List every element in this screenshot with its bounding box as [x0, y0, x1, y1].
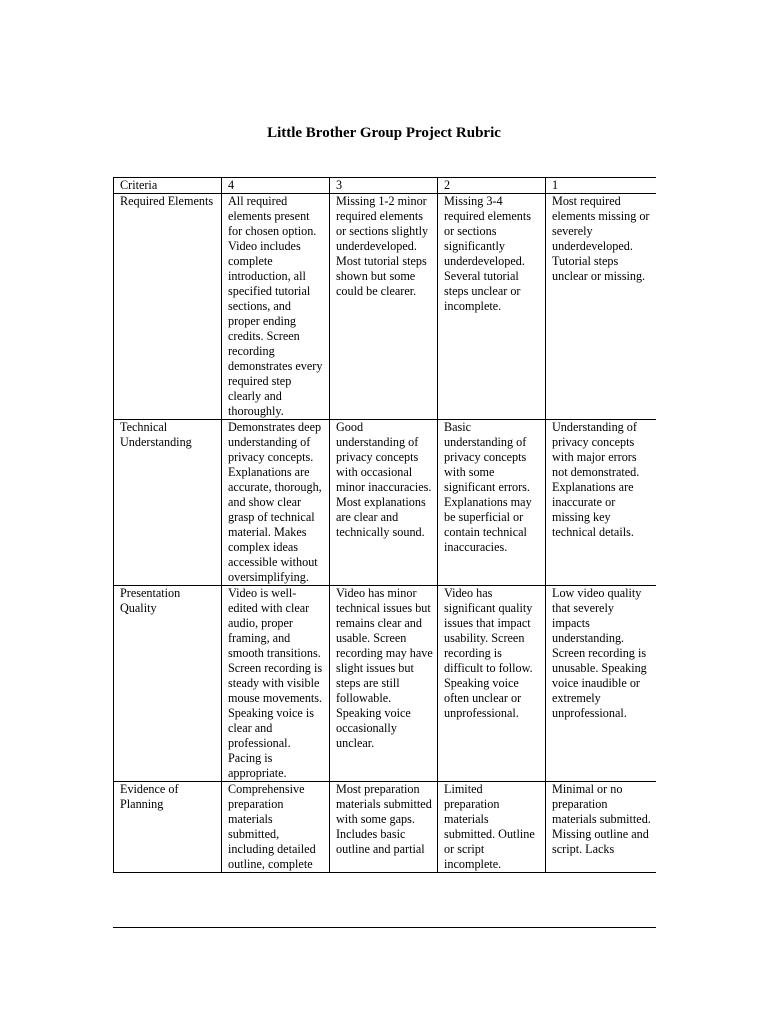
- score-1-cell: Understanding of privacy concepts with major errors not demonstrated. Explanations are inaccurate or missing key technical details.: [546, 420, 657, 586]
- table-header-row: [114, 178, 657, 194]
- header-cell-score-4: 4: [222, 178, 330, 194]
- criterion-cell: Required Elements: [114, 194, 222, 420]
- score-1-cell: Most required elements missing or severely underdeveloped. Tutorial steps unclear or missing.: [546, 194, 657, 420]
- score-3-cell: Good understanding of privacy concepts with occasional minor inaccuracies. Most explanations are clear and technically sound.: [330, 420, 438, 586]
- score-3-cell: Most preparation materials submitted with some gaps. Includes basic outline and partial: [330, 782, 438, 873]
- score-3-cell: Video has minor technical issues but remains clear and usable. Screen recording may have slight issues but steps are still followable. Speaking voice occasionally unclear.: [330, 586, 438, 782]
- header-cell-score-2: 2: [438, 178, 546, 194]
- header-cell-score-3: 3: [330, 178, 438, 194]
- header-cell-criteria: Criteria: [114, 178, 222, 194]
- score-2-cell: Basic understanding of privacy concepts with some significant errors. Explanations may be superficial or contain technical inaccuracies.: [438, 420, 546, 586]
- score-2-cell: Missing 3-4 required elements or sections significantly underdeveloped. Several tutorial steps unclear or incomplete.: [438, 194, 546, 420]
- table-row-required-elements: [114, 194, 657, 420]
- score-2-cell: Limited preparation materials submitted. Outline or script incomplete.: [438, 782, 546, 873]
- criterion-cell: Evidence of Planning: [114, 782, 222, 873]
- table-row-technical-understanding: [114, 420, 657, 586]
- score-2-cell: Video has significant quality issues that impact usability. Screen recording is difficult to follow. Speaking voice often unclear or unprofessional.: [438, 586, 546, 782]
- criterion-cell: Technical Understanding: [114, 420, 222, 586]
- score-1-cell: Low video quality that severely impacts understanding. Screen recording is unusable. Speaking voice inaudible or extremely unprofessional.: [546, 586, 657, 782]
- rubric-table: [113, 177, 656, 873]
- page-title: Little Brother Group Project Rubric: [267, 125, 501, 141]
- table-row-presentation-quality: [114, 586, 657, 782]
- score-4-cell: Comprehensive preparation materials submitted, including detailed outline, complete: [222, 782, 330, 873]
- score-4-cell: Video is well-edited with clear audio, proper framing, and smooth transitions. Screen recording is steady with visible mouse movements. Speaking voice is clear and professional. Pacing is appropriate.: [222, 586, 330, 782]
- rubric-table-container: [113, 177, 656, 928]
- score-4-cell: All required elements present for chosen option. Video includes complete introduction, all specified tutorial sections, and proper ending credits. Screen recording demonstrates every required step clearly and thoroughly.: [222, 194, 330, 420]
- table-row-evidence-of-planning: [114, 782, 657, 873]
- criterion-cell: Presentation Quality: [114, 586, 222, 782]
- score-4-cell: Demonstrates deep understanding of privacy concepts. Explanations are accurate, thorough, and show clear grasp of technical material. Makes complex ideas accessible without oversimplifying.: [222, 420, 330, 586]
- score-3-cell: Missing 1-2 minor required elements or sections slightly underdeveloped. Most tutorial steps shown but some could be clearer.: [330, 194, 438, 420]
- score-1-cell: Minimal or no preparation materials submitted. Missing outline and script. Lacks: [546, 782, 657, 873]
- header-cell-score-1: 1: [546, 178, 657, 194]
